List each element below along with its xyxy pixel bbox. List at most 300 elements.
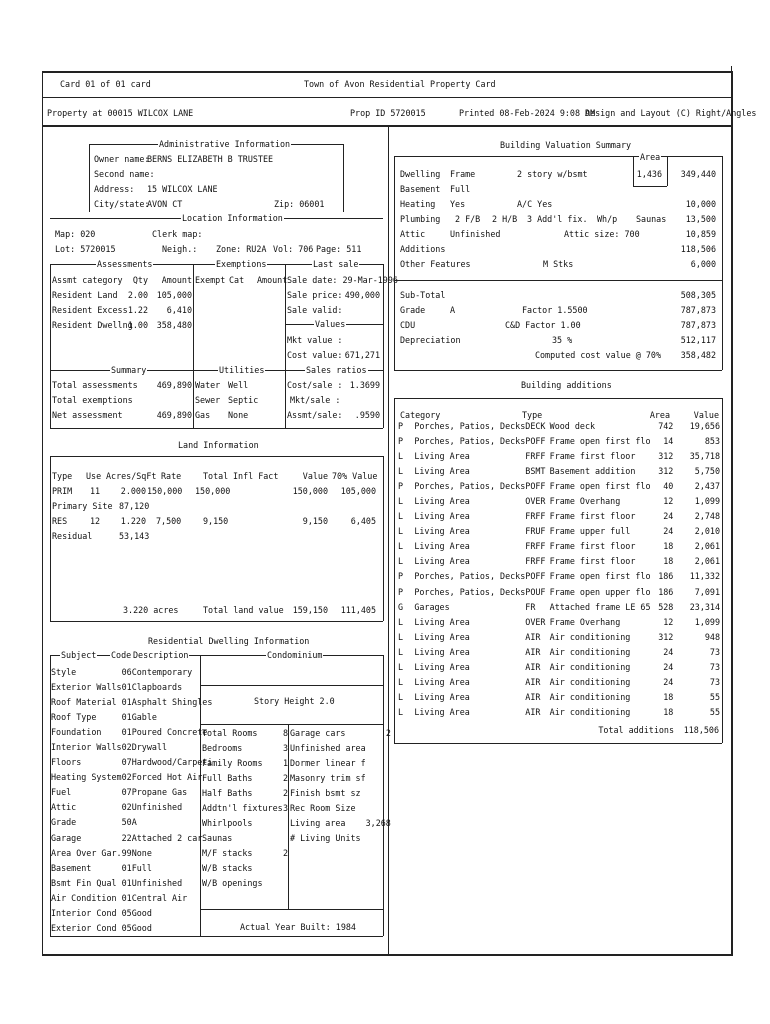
exempt-right-line <box>285 264 286 428</box>
addition-code: L <box>398 450 404 461</box>
frame-bottom <box>42 954 732 956</box>
room-value: 3 <box>282 742 288 753</box>
addition-area: 18 <box>663 707 674 718</box>
rooms-left-table <box>202 725 288 891</box>
addition-area: 24 <box>663 646 674 657</box>
land-total-label: Total land value <box>203 605 284 615</box>
dwelling-description: Clapboards <box>131 681 183 692</box>
addition-type: POUF <box>525 586 546 597</box>
assess-row-2-category: Resident Excess <box>52 305 128 315</box>
addition-description: Wood deck <box>549 420 596 431</box>
val-plumbing-addl: 3 Add'l fix. <box>527 214 588 224</box>
addition-area: 12 <box>663 616 674 627</box>
addition-description: Frame open first flo <box>549 571 651 582</box>
summary-title: Summary <box>111 365 147 375</box>
frame-top <box>42 71 732 73</box>
land-bottom-line <box>50 621 383 622</box>
addition-value: 1,099 <box>694 496 720 507</box>
dwelling-bottom-line <box>50 936 383 937</box>
rooms-right-row <box>290 725 391 740</box>
addition-area: 18 <box>663 541 674 552</box>
addition-category: Living Area <box>414 616 470 627</box>
val-dwelling-value: 349,440 <box>680 169 716 179</box>
addition-description: Frame first floor <box>549 450 636 461</box>
dwelling-title: Residential Dwelling Information <box>148 636 310 646</box>
addition-type: AIR <box>525 662 541 673</box>
addition-description: Air conditioning <box>549 707 631 718</box>
utility-sewer-value: Septic <box>228 395 259 405</box>
addition-type: BSMT <box>525 465 546 476</box>
dwelling-row <box>51 724 212 739</box>
addition-value: 2,061 <box>694 556 720 567</box>
utility-gas-value: None <box>228 410 249 420</box>
valuation-top-line <box>394 156 722 157</box>
land-row-1-type: PRIM <box>52 486 73 496</box>
room-label: Masonry trim sf <box>290 772 366 783</box>
addition-description: Air conditioning <box>549 692 631 703</box>
additions-row <box>398 705 720 720</box>
admin-right-line <box>343 144 344 212</box>
land-right-line <box>383 456 384 621</box>
utility-water-label: Water <box>195 380 221 390</box>
dwelling-code: 50 <box>121 817 132 828</box>
rooms-left-row <box>202 725 288 740</box>
sale-price-value: 490,000 <box>344 290 380 300</box>
addition-category: Porches, Patios, Decks <box>414 586 526 597</box>
area-box-right <box>667 156 668 186</box>
room-label: Dormer linear f <box>290 757 366 768</box>
addition-code: L <box>398 707 404 718</box>
dwelling-code: 99 <box>121 847 132 858</box>
dwelling-description: Full <box>131 862 152 873</box>
summary-row-3-value: 469,890 <box>156 410 192 420</box>
addition-value: 73 <box>709 677 720 688</box>
town-title: Town of Avon Residential Property Card <box>304 79 496 89</box>
addition-area: 12 <box>663 496 674 507</box>
room-value: 2 <box>282 787 288 798</box>
map-value: Map: 020 <box>55 229 96 239</box>
addition-value: 2,061 <box>694 541 720 552</box>
land-row-3-type: RES <box>52 516 68 526</box>
dwelling-row <box>51 770 212 785</box>
room-value: 2 <box>282 772 288 783</box>
addition-type: FRUF <box>525 526 546 537</box>
dwelling-subject: Grade <box>51 817 77 828</box>
room-value <box>366 831 391 846</box>
addition-description: Frame open first flo <box>549 480 651 491</box>
land-row-3-70: 6,405 <box>350 516 376 526</box>
dwelling-description: Good <box>131 908 152 919</box>
addition-area: 528 <box>658 601 674 612</box>
val-depreciation-label: Depreciation <box>400 335 461 345</box>
dwelling-code: 07 <box>121 787 132 798</box>
assess-header-amount: Amount <box>161 275 192 285</box>
utilities-title: Utilities <box>219 365 265 375</box>
header-divider-2 <box>42 125 732 127</box>
val-subtotal-label: Sub-Total <box>400 290 446 300</box>
dwelling-code: 02 <box>121 742 132 753</box>
dwelling-code: 07 <box>121 757 132 768</box>
dwelling-subject: Exterior Walls <box>51 681 122 692</box>
room-value <box>283 816 288 831</box>
dwelling-subject: Interior Cond <box>51 908 117 919</box>
rooms-right-row <box>290 816 391 831</box>
values-title: Values <box>315 319 346 329</box>
room-label: Whirlpools <box>202 818 253 829</box>
dwelling-subject: Fuel <box>51 787 72 798</box>
dwelling-description: None <box>131 847 152 858</box>
addition-area: 40 <box>663 480 674 491</box>
dwelling-subject: Heating System <box>51 772 122 783</box>
rooms-left-row <box>202 800 288 815</box>
rooms-left-row <box>202 816 288 831</box>
addition-category: Garages <box>414 601 450 612</box>
addition-category: Living Area <box>414 556 470 567</box>
assess-header-qty: Qty <box>132 275 148 285</box>
additions-row <box>398 690 720 705</box>
dwelling-description: Central Air <box>131 892 188 903</box>
story-height: Story Height 2.0 <box>254 696 335 706</box>
assess-row-2-amount: 6,410 <box>166 305 192 315</box>
dwelling-row <box>51 921 212 936</box>
card-label: Card 01 of 01 card <box>60 79 151 89</box>
assess-row-1-qty: 2.00 <box>127 290 148 300</box>
dwelling-row <box>51 679 212 694</box>
addition-area: 18 <box>663 556 674 567</box>
room-value: 1 <box>282 757 288 768</box>
dwelling-subject: Attic <box>51 802 77 813</box>
assess-left-line <box>50 264 51 428</box>
frame-right <box>731 71 733 956</box>
assessments-title: Assessments <box>97 259 153 269</box>
addition-category: Porches, Patios, Decks <box>414 480 526 491</box>
room-label: W/B stacks <box>202 863 253 874</box>
val-cdu-label: CDU <box>400 320 416 330</box>
valuation-left-line <box>394 156 395 370</box>
land-row-1-acres: 2.000 <box>120 486 146 496</box>
addition-type: FRFF <box>525 541 546 552</box>
addition-type: FRFF <box>525 511 546 522</box>
addition-category: Living Area <box>414 631 470 642</box>
val-grade-value: A <box>450 305 456 315</box>
room-label: Finish bsmt sz <box>290 787 361 798</box>
addition-description: Attached frame LE 65 <box>549 601 651 612</box>
dwelling-row <box>51 860 212 875</box>
assess-row-2-qty: 1.22 <box>127 305 148 315</box>
rooms-left-row <box>202 785 288 800</box>
rooms-left-row <box>202 876 288 891</box>
rooms-bottom-line <box>200 909 383 910</box>
addition-code: L <box>398 496 404 507</box>
addition-area: 742 <box>658 420 674 431</box>
rooms-left-row <box>202 770 288 785</box>
val-grade-factor: Factor 1.5500 <box>522 305 588 315</box>
assess-row-3-qty: 1.00 <box>127 320 148 330</box>
val-plumbing-label: Plumbing <box>400 214 441 224</box>
addition-value: 11,332 <box>689 571 720 582</box>
vol-value: Vol: 706 <box>273 244 314 254</box>
addition-code: P <box>398 571 404 582</box>
rooms-right-row <box>290 770 391 785</box>
dwelling-description: Good <box>131 923 152 934</box>
dwelling-subject: Style <box>51 666 77 677</box>
addition-type: AIR <box>525 631 541 642</box>
room-label: Total Rooms <box>202 727 258 738</box>
additions-row <box>398 433 720 448</box>
room-value: 2 <box>385 727 391 738</box>
addition-value: 2,437 <box>694 480 720 491</box>
additions-row <box>398 524 720 539</box>
additions-row <box>398 493 720 508</box>
val-heating-value: Yes <box>450 199 466 209</box>
additions-header-category: Category <box>400 410 441 420</box>
assess-right-line <box>383 264 384 428</box>
dwelling-description: Attached 2 car <box>131 832 203 843</box>
sale-price-label: Sale price: <box>287 290 343 300</box>
addition-area: 24 <box>663 511 674 522</box>
land-row-3-total: 9,150 <box>203 516 229 526</box>
room-value <box>366 770 391 785</box>
assess-row-3-amount: 358,480 <box>156 320 192 330</box>
dwelling-code: 02 <box>121 802 132 813</box>
addition-type: AIR <box>525 707 541 718</box>
utility-gas-label: Gas <box>195 410 211 420</box>
addition-type: FRFF <box>525 556 546 567</box>
additions-row <box>398 629 720 644</box>
area-title: Area <box>640 152 661 162</box>
addition-description: Basement addition <box>549 465 636 476</box>
land-header-70: 70% Value <box>332 471 378 481</box>
dwelling-code: 01 <box>121 862 132 873</box>
printed-date: Printed 08-Feb-2024 9:08 AM <box>459 108 596 118</box>
dwelling-header-description: Description <box>133 650 189 660</box>
land-row-3-value: 9,150 <box>302 516 328 526</box>
additions-bottom-line <box>394 743 722 744</box>
condominium-title: Condominium <box>267 650 323 660</box>
additions-left-line <box>394 398 395 743</box>
additions-row <box>398 569 720 584</box>
city-label: City/state: <box>94 199 150 209</box>
additions-row <box>398 478 720 493</box>
addition-description: Frame open upper flo <box>549 586 651 597</box>
condo-box-bottom <box>200 685 383 686</box>
land-title: Land Information <box>178 440 259 450</box>
sales-ratios-title: Sales ratios <box>306 365 367 375</box>
dwelling-description: A <box>131 817 137 828</box>
room-label: Half Baths <box>202 787 253 798</box>
land-row-1-70: 105,000 <box>340 486 376 496</box>
sale-valid-label: Sale valid: <box>287 305 343 315</box>
addition-value: 853 <box>704 435 720 446</box>
additions-row <box>398 554 720 569</box>
admin-left-line <box>89 144 90 212</box>
room-value <box>283 831 288 846</box>
addition-code: L <box>398 646 404 657</box>
dwelling-row <box>51 709 212 724</box>
val-dwelling-area: 1,436 <box>636 169 662 179</box>
land-header-use: Use <box>86 471 102 481</box>
addition-area: 14 <box>663 435 674 446</box>
rooms-right-table <box>290 725 391 846</box>
val-heating-label: Heating <box>400 199 436 209</box>
dwelling-subject: Garage <box>51 832 82 843</box>
addition-description: Frame Overhang <box>549 496 621 507</box>
addition-description: Frame first floor <box>549 541 636 552</box>
addition-area: 312 <box>658 631 674 642</box>
addition-value: 55 <box>709 692 720 703</box>
dwelling-description: Poured Concrete <box>131 726 208 737</box>
dwelling-row <box>51 906 212 921</box>
zone-value: Zone: RU2A <box>216 244 267 254</box>
header-divider-1 <box>42 97 732 98</box>
addition-category: Porches, Patios, Decks <box>414 420 526 431</box>
addition-type: FRFF <box>525 450 546 461</box>
room-value: 3,268 <box>365 818 391 829</box>
rooms-left-row <box>202 861 288 876</box>
land-row-2-type: Primary Site <box>52 501 113 511</box>
val-basement-value: Full <box>450 184 471 194</box>
clerk-map-label: Clerk map: <box>152 229 203 239</box>
val-grade-label: Grade <box>400 305 426 315</box>
addition-category: Living Area <box>414 677 470 688</box>
additions-total-label: Total additions <box>598 725 674 735</box>
addition-code: L <box>398 511 404 522</box>
dwelling-code: 01 <box>121 892 132 903</box>
address-label: Address: <box>94 184 135 194</box>
assess-row-1-category: Resident Land <box>52 290 118 300</box>
addition-code: P <box>398 435 404 446</box>
val-plumbing-hb: 2 H/B <box>492 214 518 224</box>
additions-row <box>398 644 720 659</box>
land-total-value: 159,150 <box>292 605 328 615</box>
addition-value: 948 <box>704 631 720 642</box>
dwelling-code: 01 <box>121 696 132 707</box>
ratio-assmt-value: .9590 <box>354 410 380 420</box>
addition-description: Air conditioning <box>549 677 631 688</box>
room-label: Bedrooms <box>202 742 243 753</box>
dwelling-row <box>51 845 212 860</box>
val-subtotal-amount: 508,305 <box>680 290 716 300</box>
land-header-value: Value <box>302 471 328 481</box>
val-computed-amount: 358,482 <box>680 350 716 360</box>
dwelling-subject: Area Over Gar. <box>51 847 122 858</box>
addition-code: L <box>398 677 404 688</box>
summary-row-3-label: Net assessment <box>52 410 123 420</box>
val-additions-amount: 118,506 <box>680 244 716 254</box>
land-total-70: 111,405 <box>340 605 376 615</box>
addition-type: AIR <box>525 692 541 703</box>
addition-code: G <box>398 601 404 612</box>
val-depreciation-pct: 35 % <box>552 335 573 345</box>
location-title: Location Information <box>182 213 283 223</box>
additions-row <box>398 463 720 478</box>
additions-table <box>398 418 720 720</box>
additions-top-line <box>394 398 722 399</box>
year-built: Actual Year Built: 1984 <box>240 922 356 932</box>
room-label: W/B openings <box>202 878 263 889</box>
addition-code: L <box>398 465 404 476</box>
addition-value: 35,718 <box>689 450 720 461</box>
additions-row <box>398 448 720 463</box>
addition-value: 23,314 <box>689 601 720 612</box>
addition-area: 18 <box>663 692 674 703</box>
dwelling-subject: Air Condition <box>51 892 117 903</box>
addition-value: 55 <box>709 707 720 718</box>
ratio-mkt-label: Mkt/sale : <box>290 395 341 405</box>
additions-row <box>398 584 720 599</box>
room-label: Full Baths <box>202 772 253 783</box>
dwelling-subject: Roof Type <box>51 711 97 722</box>
rooms-left-row <box>202 846 288 861</box>
addition-description: Frame Overhang <box>549 616 621 627</box>
valuation-title: Building Valuation Summary <box>500 140 632 150</box>
assess-header-category: Assmt category <box>52 275 123 285</box>
assess-mid-line <box>193 264 194 428</box>
ratio-cost-value: 1.3699 <box>349 380 380 390</box>
room-label: Rec Room Size <box>290 803 356 814</box>
addition-category: Living Area <box>414 450 470 461</box>
assess-row-3-category: Resident Dwellng <box>52 320 133 330</box>
dwelling-row <box>51 815 212 830</box>
val-ac: A/C Yes <box>517 199 553 209</box>
room-value <box>366 800 391 815</box>
val-basement-label: Basement <box>400 184 441 194</box>
room-value: 3 <box>282 803 288 814</box>
addition-description: Frame open first flo <box>549 435 651 446</box>
cost-value-label: Cost value: <box>287 350 343 360</box>
rooms-right-row <box>290 755 391 770</box>
val-plumbing-fb: 2 F/B <box>455 214 481 224</box>
dwelling-row <box>51 830 212 845</box>
property-address: Property at 00015 WILCOX LANE <box>47 108 194 118</box>
room-label: Family Rooms <box>202 757 263 768</box>
addition-code: L <box>398 541 404 552</box>
addition-value: 2,010 <box>694 526 720 537</box>
room-label: Garage cars <box>290 727 346 738</box>
room-value <box>366 755 391 770</box>
addition-value: 1,099 <box>694 616 720 627</box>
addition-area: 24 <box>663 662 674 673</box>
dwelling-code: 01 <box>121 711 132 722</box>
addition-code: L <box>398 526 404 537</box>
lot-value: Lot: 5720015 <box>55 244 116 254</box>
dwelling-row <box>51 664 212 679</box>
land-header-infl: Infl Fact <box>233 471 279 481</box>
dwelling-row <box>51 800 212 815</box>
addition-area: 312 <box>658 450 674 461</box>
val-dwelling-label: Dwelling <box>400 169 441 179</box>
summary-row-2-label: Total exemptions <box>52 395 133 405</box>
valuation-right-line <box>722 156 723 370</box>
addition-category: Living Area <box>414 646 470 657</box>
val-dwelling-desc: 2 story w/bsmt <box>517 169 588 179</box>
dwelling-row <box>51 785 212 800</box>
rooms-right-row <box>290 800 391 815</box>
rooms-left-row <box>202 831 288 846</box>
addition-type: POFF <box>525 571 546 582</box>
dwelling-description: Gable <box>131 711 157 722</box>
room-label: Living area <box>290 818 346 829</box>
addition-value: 2,748 <box>694 511 720 522</box>
val-plumbing-amount: 13,500 <box>685 214 716 224</box>
room-value <box>283 876 288 891</box>
addition-category: Living Area <box>414 707 470 718</box>
addition-code: L <box>398 631 404 642</box>
dwelling-subject: Foundation <box>51 726 102 737</box>
owner-name: BERNS ELIZABETH B TRUSTEE <box>147 154 274 164</box>
dwelling-subject: Floors <box>51 757 82 768</box>
land-header-acres: Acres/SqFt <box>106 471 157 481</box>
